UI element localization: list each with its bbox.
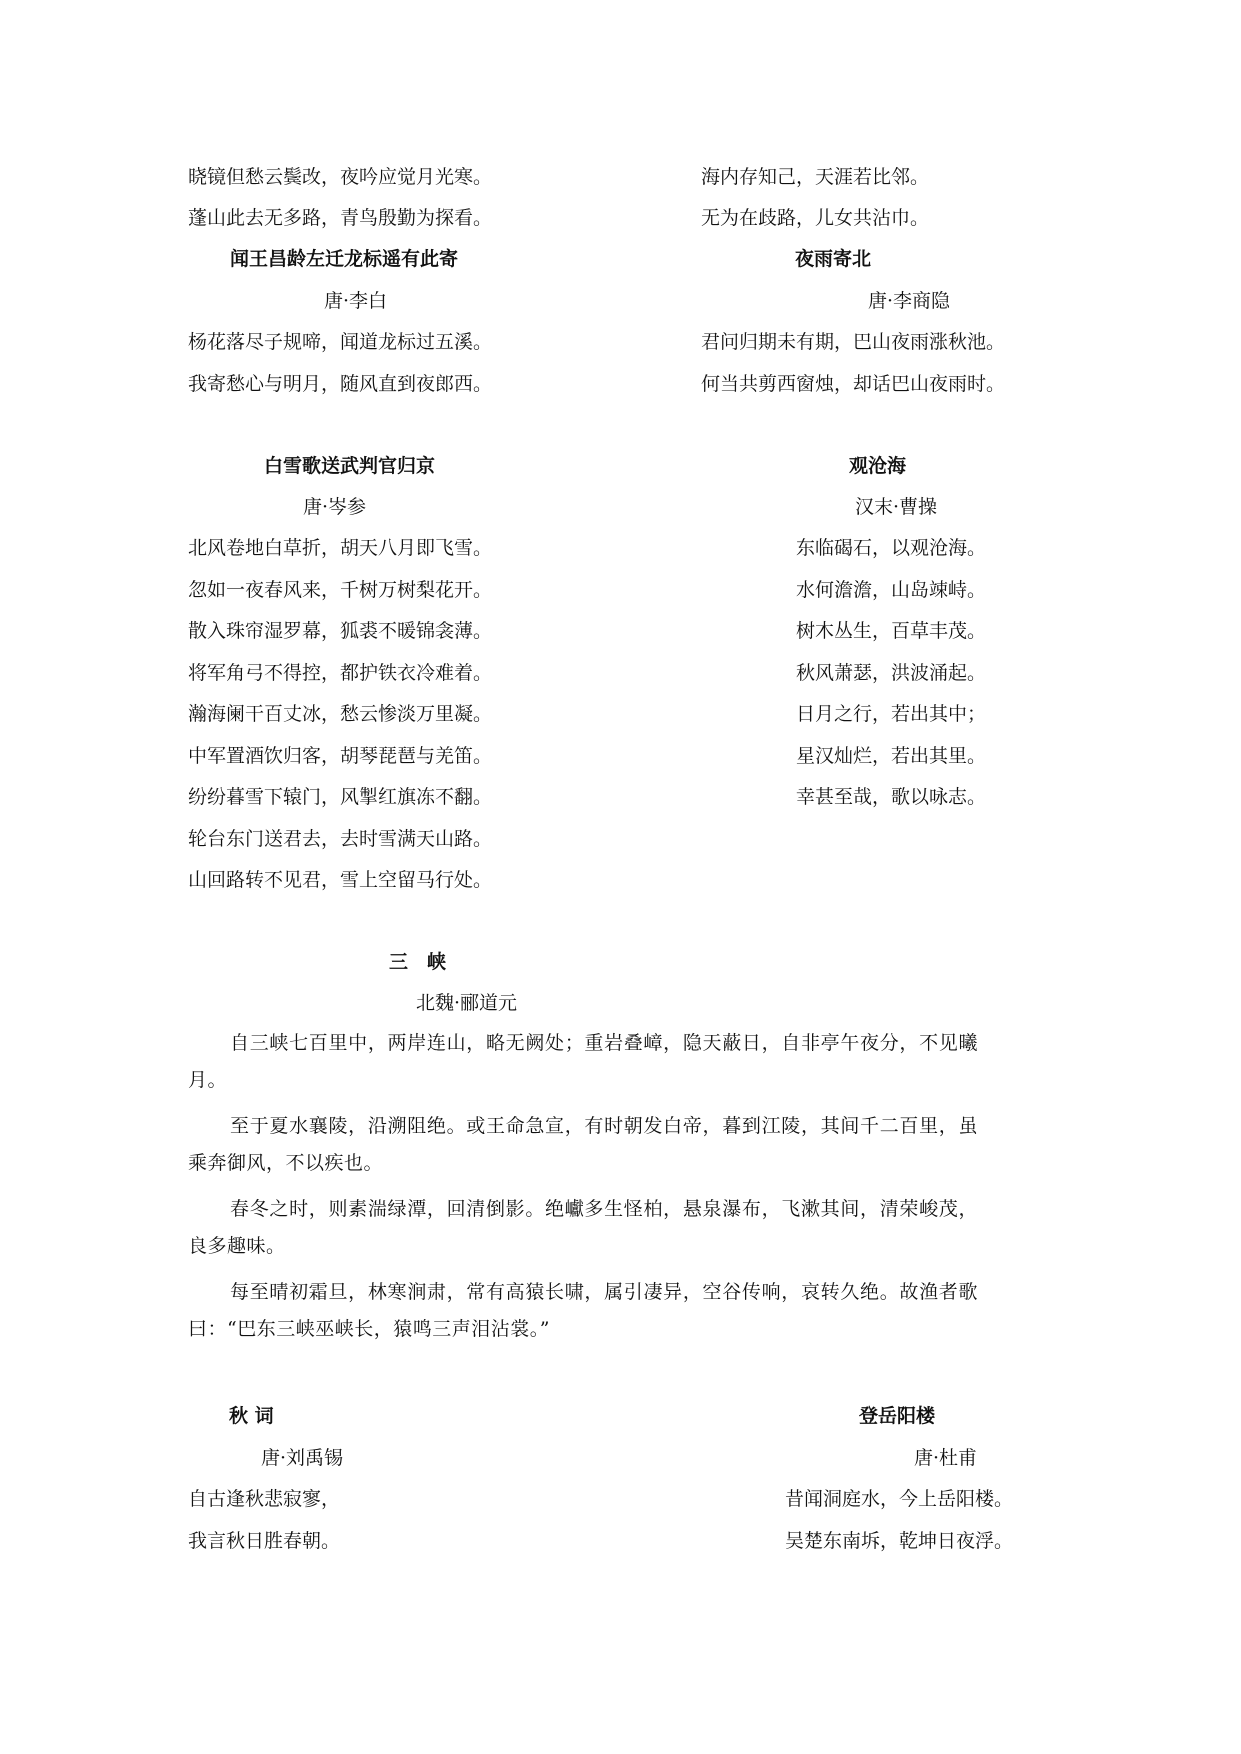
poem-title: 白雪歌送武判官归京 [264, 455, 436, 477]
poem-author: 唐·岑参 [303, 496, 367, 518]
poem-author: 唐·李白 [324, 290, 388, 312]
poem-line: 树木丛生，百草丰茂。 [796, 620, 987, 642]
poem-title: 登岳阳楼 [859, 1405, 936, 1427]
prose-paragraph: 至于夏水襄陵，沿溯阻绝。或王命急宣，有时朝发白帝，暮到江陵，其间千二百里，虽乘奔御风，不以疾也。 [188, 1115, 978, 1174]
poem-line: 秋风萧瑟，洪波涌起。 [796, 662, 987, 684]
poem-line: 水何澹澹，山岛竦峙。 [796, 579, 987, 601]
poem-line: 君问归期未有期，巴山夜雨涨秋池。 [701, 331, 1006, 353]
prose-paragraph: 每至晴初霜旦，林寒涧肃，常有高猿长啸，属引凄异，空谷传响，哀转久绝。故渔者歌曰：“巴东三峡巫峡长，猿鸣三声泪沾裳。” [188, 1281, 978, 1340]
poem-line: 幸甚至哉，歌以咏志。 [796, 786, 987, 808]
poem-line: 北风卷地白草折，胡天八月即飞雪。 [188, 537, 493, 559]
poem-line: 日月之行，若出其中； [796, 703, 987, 725]
prose-paragraph: 自三峡七百里中，两岸连山，略无阙处；重岩叠嶂，隐天蔽日，自非亭午夜分，不见曦月。 [188, 1032, 978, 1091]
poem-line: 昔闻洞庭水，今上岳阳楼。 [785, 1488, 1014, 1510]
poem-author: 唐·杜甫 [914, 1447, 978, 1469]
poem-line: 我言秋日胜春朝。 [188, 1530, 341, 1552]
poem-line: 海内存知己，天涯若比邻。 [701, 166, 930, 188]
prose-paragraph: 春冬之时，则素湍绿潭，回清倒影。绝巘多生怪柏，悬泉瀑布，飞漱其间，清荣峻茂，良多趣味。 [188, 1198, 978, 1257]
poem-line: 何当共剪西窗烛，却话巴山夜雨时。 [701, 373, 1006, 395]
poem-line: 轮台东门送君去，去时雪满天山路。 [188, 828, 493, 850]
poem-line: 纷纷暮雪下辕门，风掣红旗冻不翻。 [188, 786, 493, 808]
poem-line: 晓镜但愁云鬓改，夜吟应觉月光寒。 [188, 166, 493, 188]
poem-line: 星汉灿烂，若出其里。 [796, 745, 987, 767]
poem-author: 唐·刘禹锡 [261, 1447, 344, 1469]
poem-line: 我寄愁心与明月，随风直到夜郎西。 [188, 373, 493, 395]
poem-line: 东临碣石，以观沧海。 [796, 537, 987, 559]
poem-author: 唐·李商隐 [868, 290, 951, 312]
poem-line: 瀚海阑干百丈冰，愁云惨淡万里凝。 [188, 703, 493, 725]
poem-line: 蓬山此去无多路，青鸟殷勤为探看。 [188, 207, 493, 229]
poem-title: 秋 词 [229, 1405, 274, 1427]
prose-title: 三 峡 [389, 951, 447, 973]
poem-line: 杨花落尽子规啼，闻道龙标过五溪。 [188, 331, 493, 353]
poem-title: 闻王昌龄左迁龙标遥有此寄 [230, 248, 459, 270]
poem-author: 汉末·曹操 [855, 496, 938, 518]
poem-title: 夜雨寄北 [795, 248, 872, 270]
poem-line: 自古逢秋悲寂寥， [188, 1488, 341, 1510]
poem-line: 中军置酒饮归客，胡琴琵琶与羌笛。 [188, 745, 493, 767]
poem-line: 忽如一夜春风来，千树万树梨花开。 [188, 579, 493, 601]
poem-title: 观沧海 [849, 455, 907, 477]
poem-line: 将军角弓不得控，都护铁衣冷难着。 [188, 662, 493, 684]
prose-author: 北魏·郦道元 [416, 992, 518, 1014]
poem-line: 山回路转不见君，雪上空留马行处。 [188, 869, 493, 891]
poem-line: 散入珠帘湿罗幕，狐裘不暖锦衾薄。 [188, 620, 493, 642]
poem-line: 无为在歧路，儿女共沾巾。 [701, 207, 930, 229]
poem-line: 吴楚东南坼，乾坤日夜浮。 [785, 1530, 1014, 1552]
